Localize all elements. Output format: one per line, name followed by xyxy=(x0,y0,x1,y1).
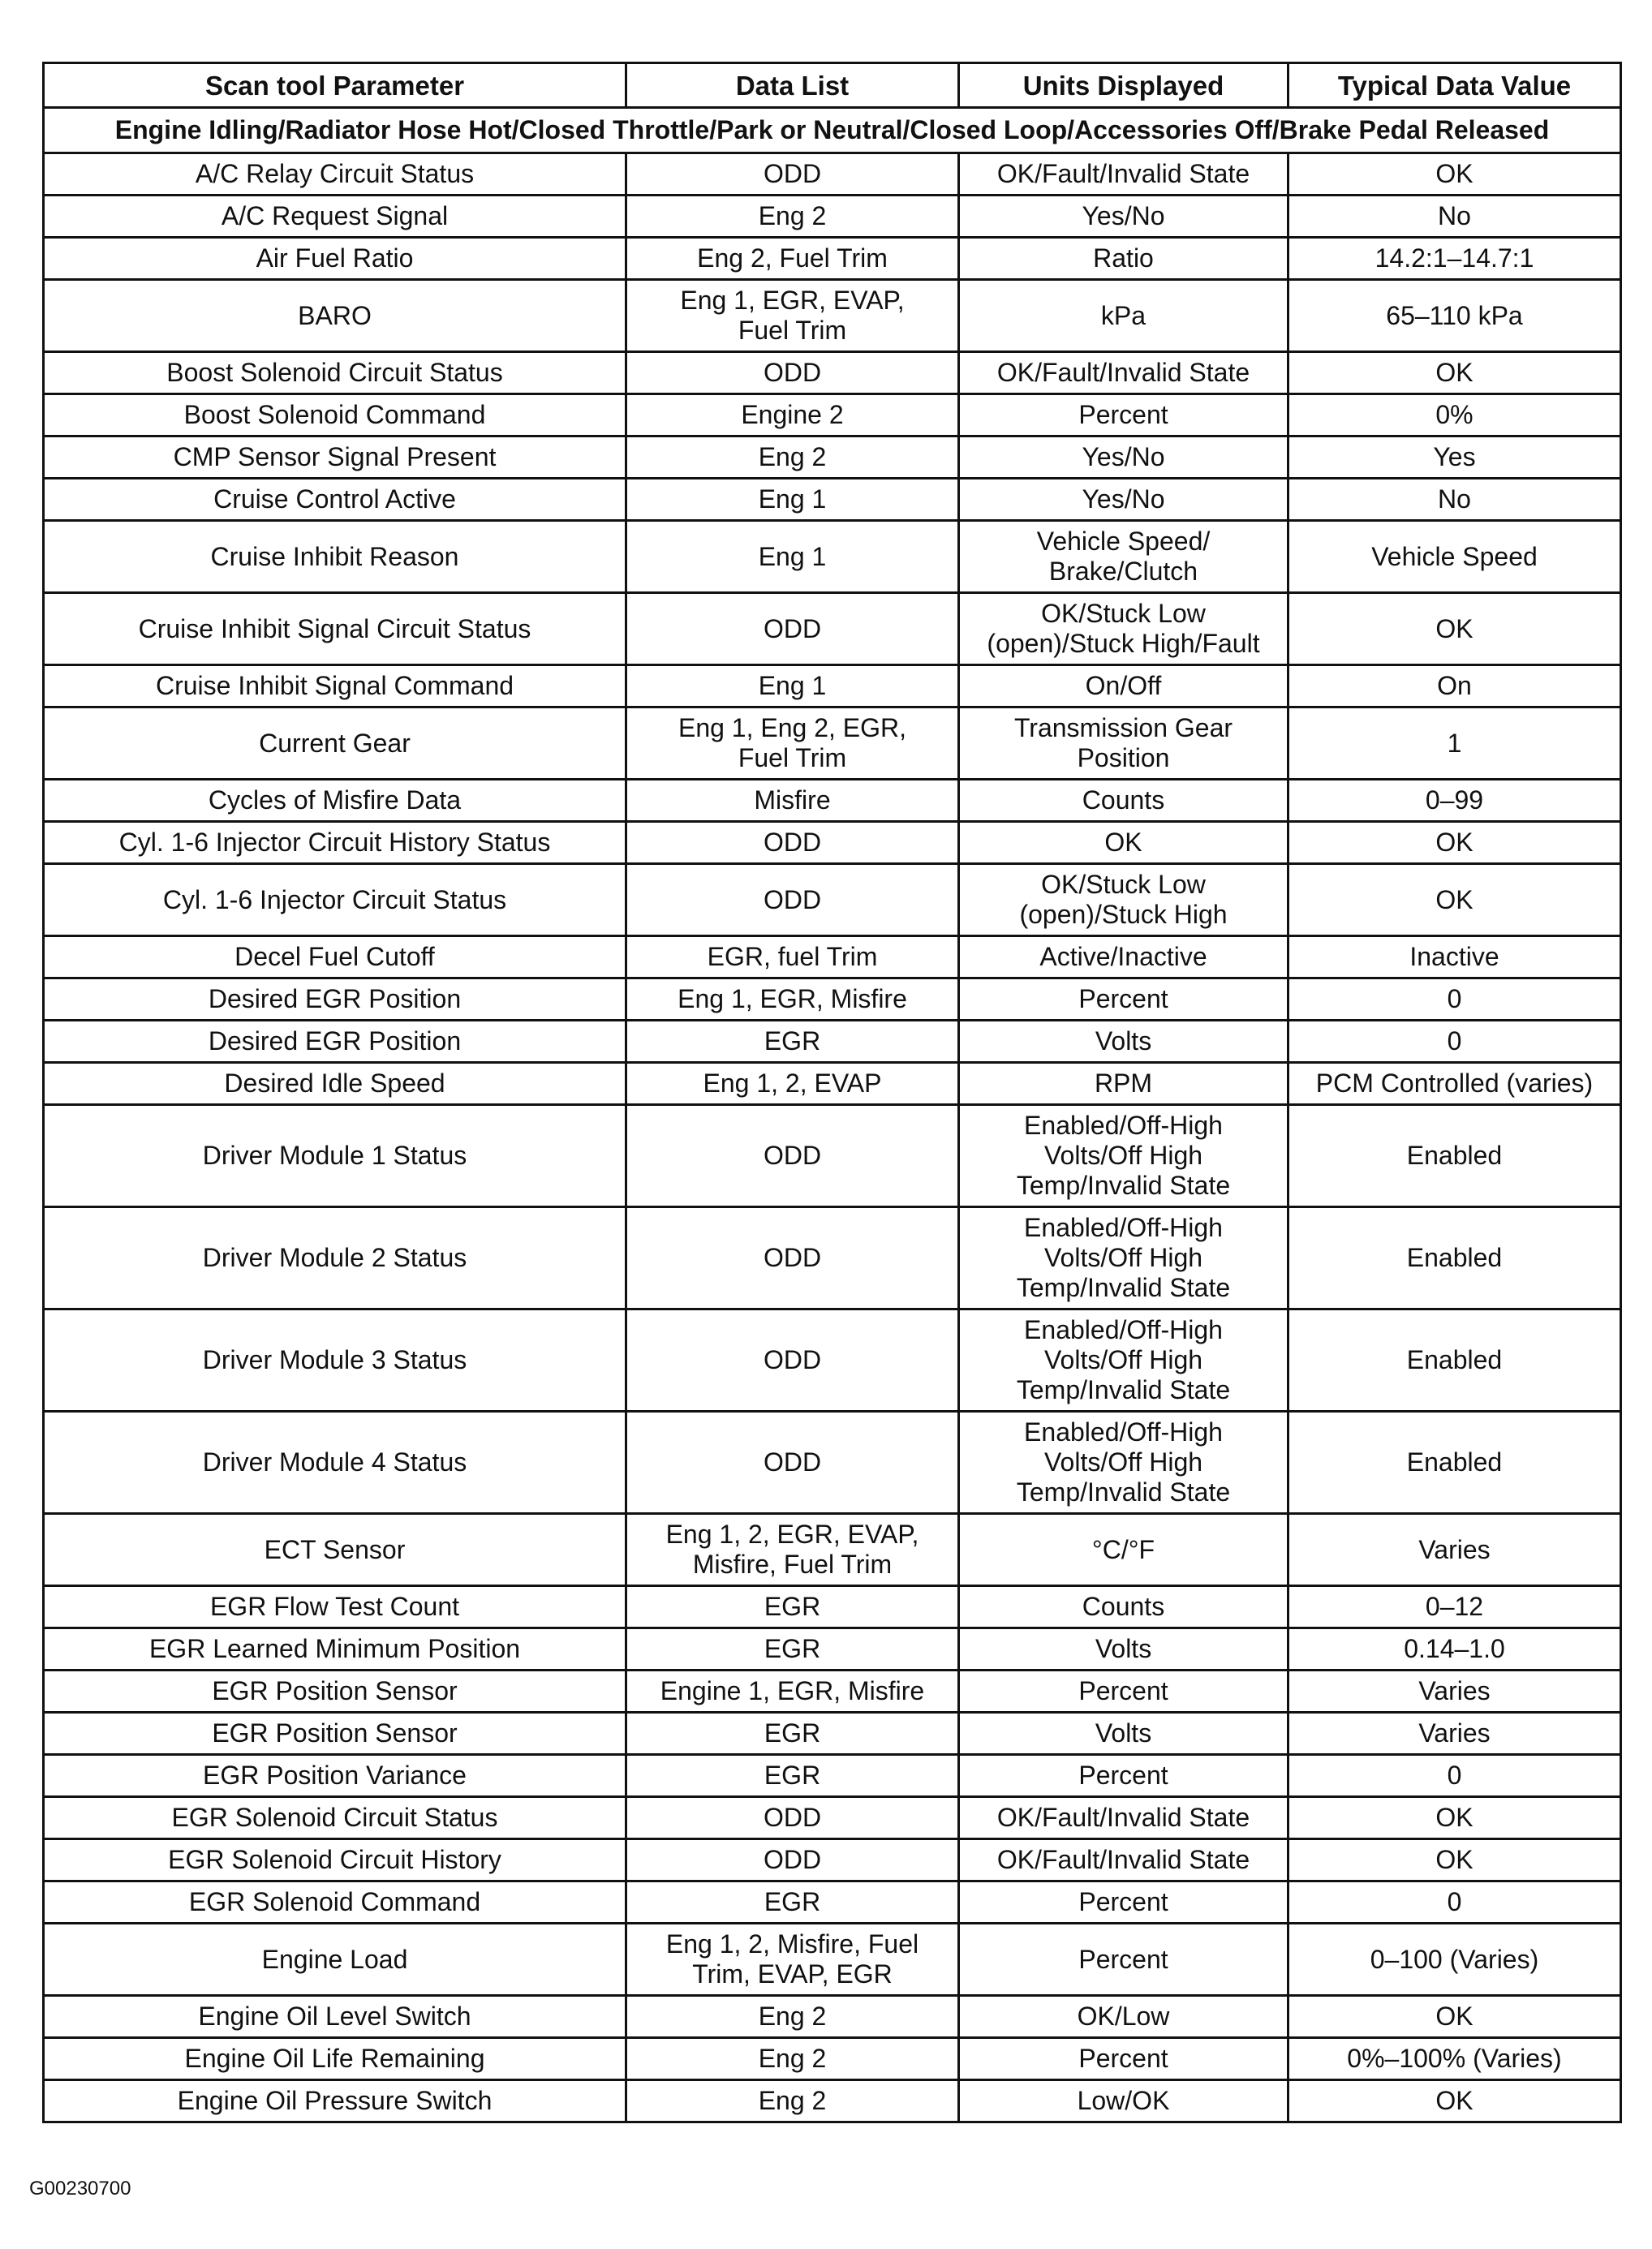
cell-parameter: CMP Sensor Signal Present xyxy=(44,436,626,479)
table-row xyxy=(44,1924,1621,1996)
cell-parameter: Cruise Control Active xyxy=(44,479,626,521)
cell-parameter: EGR Solenoid Command xyxy=(44,1881,626,1924)
cell-parameter: Cyl. 1-6 Injector Circuit History Status xyxy=(44,822,626,864)
cell-data-list: Engine 2 xyxy=(626,394,959,436)
cell-units: OK/Stuck Low (open)/Stuck High xyxy=(959,864,1288,936)
table-row xyxy=(44,822,1621,864)
table-row xyxy=(44,1412,1621,1514)
cell-parameter: A/C Relay Circuit Status xyxy=(44,153,626,196)
table-row xyxy=(44,780,1621,822)
cell-parameter: EGR Solenoid Circuit History xyxy=(44,1839,626,1881)
cell-data-list: ODD xyxy=(626,593,959,665)
cell-parameter: A/C Request Signal xyxy=(44,196,626,238)
cell-typical-value: Varies xyxy=(1288,1713,1621,1755)
cell-units: kPa xyxy=(959,280,1288,352)
cell-data-list: Eng 1, 2, Misfire, Fuel Trim, EVAP, EGR xyxy=(626,1924,959,1996)
cell-parameter: Cyl. 1-6 Injector Circuit Status xyxy=(44,864,626,936)
cell-data-list: Eng 2 xyxy=(626,2080,959,2122)
cell-typical-value: Varies xyxy=(1288,1671,1621,1713)
table-row xyxy=(44,864,1621,936)
table-row xyxy=(44,1839,1621,1881)
header-typical-data-value: Typical Data Value xyxy=(1288,63,1621,108)
cell-typical-value: 65–110 kPa xyxy=(1288,280,1621,352)
cell-units: Percent xyxy=(959,2038,1288,2080)
cell-data-list: Eng 1 xyxy=(626,479,959,521)
table-row xyxy=(44,1755,1621,1797)
table-row xyxy=(44,521,1621,593)
table-row xyxy=(44,1797,1621,1839)
cell-units: Volts xyxy=(959,1628,1288,1671)
cell-data-list: Eng 1 xyxy=(626,521,959,593)
cell-typical-value: 14.2:1–14.7:1 xyxy=(1288,238,1621,280)
table-row xyxy=(44,394,1621,436)
cell-typical-value: OK xyxy=(1288,352,1621,394)
cell-data-list: Eng 2 xyxy=(626,2038,959,2080)
cell-typical-value: Vehicle Speed xyxy=(1288,521,1621,593)
figure-id: G00230700 xyxy=(29,2178,131,2200)
cell-units: Yes/No xyxy=(959,436,1288,479)
cell-typical-value: 0% xyxy=(1288,394,1621,436)
scan-tool-data-sheet xyxy=(42,62,1620,2123)
cell-units: OK xyxy=(959,822,1288,864)
cell-units: On/Off xyxy=(959,665,1288,707)
cell-units: RPM xyxy=(959,1063,1288,1105)
cell-typical-value: 0 xyxy=(1288,1021,1621,1063)
cell-data-list: ODD xyxy=(626,864,959,936)
table-row xyxy=(44,436,1621,479)
cell-typical-value: Inactive xyxy=(1288,936,1621,978)
cell-units: Ratio xyxy=(959,238,1288,280)
table-row xyxy=(44,1881,1621,1924)
cell-data-list: EGR xyxy=(626,1021,959,1063)
cell-data-list: ODD xyxy=(626,1412,959,1514)
cell-data-list: ODD xyxy=(626,1207,959,1309)
test-condition-row xyxy=(44,108,1621,153)
cell-data-list: ODD xyxy=(626,1797,959,1839)
table-row xyxy=(44,1105,1621,1207)
table-row xyxy=(44,479,1621,521)
cell-units: °C/°F xyxy=(959,1514,1288,1586)
cell-typical-value: PCM Controlled (varies) xyxy=(1288,1063,1621,1105)
cell-typical-value: Enabled xyxy=(1288,1105,1621,1207)
cell-units: Yes/No xyxy=(959,196,1288,238)
cell-units: Volts xyxy=(959,1021,1288,1063)
cell-units: OK/Stuck Low (open)/Stuck High/Fault xyxy=(959,593,1288,665)
cell-parameter: Decel Fuel Cutoff xyxy=(44,936,626,978)
cell-data-list: Eng 1 xyxy=(626,665,959,707)
cell-parameter: Boost Solenoid Command xyxy=(44,394,626,436)
cell-units: Yes/No xyxy=(959,479,1288,521)
cell-typical-value: OK xyxy=(1288,822,1621,864)
cell-typical-value: 0%–100% (Varies) xyxy=(1288,2038,1621,2080)
cell-units: Enabled/Off-High Volts/Off High Temp/Invalid State xyxy=(959,1105,1288,1207)
cell-data-list: Eng 2 xyxy=(626,436,959,479)
cell-parameter: Driver Module 1 Status xyxy=(44,1105,626,1207)
header-units-displayed: Units Displayed xyxy=(959,63,1288,108)
cell-parameter: EGR Flow Test Count xyxy=(44,1586,626,1628)
cell-typical-value: OK xyxy=(1288,1839,1621,1881)
table-row xyxy=(44,153,1621,196)
cell-data-list: ODD xyxy=(626,352,959,394)
cell-units: OK/Low xyxy=(959,1996,1288,2038)
table-row xyxy=(44,1586,1621,1628)
cell-typical-value: 0 xyxy=(1288,1881,1621,1924)
table-row xyxy=(44,1671,1621,1713)
cell-units: Transmission Gear Position xyxy=(959,707,1288,780)
cell-data-list: EGR xyxy=(626,1713,959,1755)
header-scan-tool-parameter: Scan tool Parameter xyxy=(44,63,626,108)
cell-parameter: Engine Oil Pressure Switch xyxy=(44,2080,626,2122)
cell-typical-value: OK xyxy=(1288,153,1621,196)
cell-units: Vehicle Speed/ Brake/Clutch xyxy=(959,521,1288,593)
table-row xyxy=(44,2080,1621,2122)
cell-parameter: Cruise Inhibit Reason xyxy=(44,521,626,593)
cell-typical-value: 0–100 (Varies) xyxy=(1288,1924,1621,1996)
cell-typical-value: OK xyxy=(1288,1996,1621,2038)
table-body xyxy=(44,108,1621,2122)
table-row xyxy=(44,593,1621,665)
cell-parameter: Current Gear xyxy=(44,707,626,780)
cell-parameter: Engine Load xyxy=(44,1924,626,1996)
cell-data-list: EGR xyxy=(626,1881,959,1924)
cell-typical-value: OK xyxy=(1288,864,1621,936)
cell-data-list: EGR xyxy=(626,1628,959,1671)
cell-parameter: Cruise Inhibit Signal Circuit Status xyxy=(44,593,626,665)
cell-parameter: Cycles of Misfire Data xyxy=(44,780,626,822)
cell-data-list: ODD xyxy=(626,153,959,196)
cell-units: Percent xyxy=(959,1924,1288,1996)
cell-parameter: ECT Sensor xyxy=(44,1514,626,1586)
table-row xyxy=(44,978,1621,1021)
cell-data-list: ODD xyxy=(626,1105,959,1207)
cell-typical-value: 0.14–1.0 xyxy=(1288,1628,1621,1671)
scan-tool-data-table xyxy=(42,62,1622,2123)
cell-parameter: Driver Module 2 Status xyxy=(44,1207,626,1309)
cell-parameter: Driver Module 3 Status xyxy=(44,1309,626,1412)
cell-parameter: Driver Module 4 Status xyxy=(44,1412,626,1514)
cell-units: Counts xyxy=(959,780,1288,822)
cell-typical-value: OK xyxy=(1288,593,1621,665)
cell-parameter: EGR Solenoid Circuit Status xyxy=(44,1797,626,1839)
cell-units: Low/OK xyxy=(959,2080,1288,2122)
test-condition: Engine Idling/Radiator Hose Hot/Closed Throttle/Park or Neutral/Closed Loop/Accessories Off/Brake Pedal Released xyxy=(44,108,1621,153)
cell-units: Percent xyxy=(959,1671,1288,1713)
cell-parameter: Boost Solenoid Circuit Status xyxy=(44,352,626,394)
cell-data-list: EGR xyxy=(626,1586,959,1628)
table-row xyxy=(44,707,1621,780)
cell-typical-value: 0–12 xyxy=(1288,1586,1621,1628)
cell-parameter: BARO xyxy=(44,280,626,352)
table-row xyxy=(44,1514,1621,1586)
cell-data-list: EGR, fuel Trim xyxy=(626,936,959,978)
cell-data-list: Eng 2, Fuel Trim xyxy=(626,238,959,280)
cell-parameter: Desired EGR Position xyxy=(44,978,626,1021)
cell-units: Counts xyxy=(959,1586,1288,1628)
cell-units: Enabled/Off-High Volts/Off High Temp/Invalid State xyxy=(959,1412,1288,1514)
cell-units: OK/Fault/Invalid State xyxy=(959,352,1288,394)
cell-parameter: EGR Learned Minimum Position xyxy=(44,1628,626,1671)
cell-units: OK/Fault/Invalid State xyxy=(959,1839,1288,1881)
table-row xyxy=(44,1309,1621,1412)
cell-parameter: Engine Oil Level Switch xyxy=(44,1996,626,2038)
cell-units: Volts xyxy=(959,1713,1288,1755)
cell-typical-value: 1 xyxy=(1288,707,1621,780)
table-row xyxy=(44,1713,1621,1755)
table-row xyxy=(44,238,1621,280)
header-row xyxy=(44,63,1621,108)
cell-parameter: Desired Idle Speed xyxy=(44,1063,626,1105)
cell-parameter: Air Fuel Ratio xyxy=(44,238,626,280)
cell-data-list: ODD xyxy=(626,1839,959,1881)
table-row xyxy=(44,665,1621,707)
table-row xyxy=(44,1021,1621,1063)
cell-parameter: EGR Position Sensor xyxy=(44,1713,626,1755)
cell-parameter: Cruise Inhibit Signal Command xyxy=(44,665,626,707)
cell-typical-value: 0 xyxy=(1288,1755,1621,1797)
cell-parameter: EGR Position Variance xyxy=(44,1755,626,1797)
cell-units: Percent xyxy=(959,978,1288,1021)
cell-data-list: Eng 1, EGR, EVAP, Fuel Trim xyxy=(626,280,959,352)
cell-typical-value: Enabled xyxy=(1288,1412,1621,1514)
cell-typical-value: Yes xyxy=(1288,436,1621,479)
cell-data-list: Eng 1, Eng 2, EGR, Fuel Trim xyxy=(626,707,959,780)
cell-units: Percent xyxy=(959,1755,1288,1797)
table-row xyxy=(44,352,1621,394)
cell-typical-value: 0 xyxy=(1288,978,1621,1021)
cell-data-list: Eng 2 xyxy=(626,1996,959,2038)
cell-data-list: EGR xyxy=(626,1755,959,1797)
cell-typical-value: No xyxy=(1288,196,1621,238)
cell-units: OK/Fault/Invalid State xyxy=(959,1797,1288,1839)
cell-units: Percent xyxy=(959,394,1288,436)
cell-typical-value: Varies xyxy=(1288,1514,1621,1586)
table-header xyxy=(44,63,1621,108)
cell-data-list: ODD xyxy=(626,822,959,864)
cell-units: Active/Inactive xyxy=(959,936,1288,978)
cell-parameter: Engine Oil Life Remaining xyxy=(44,2038,626,2080)
cell-data-list: Eng 1, 2, EGR, EVAP, Misfire, Fuel Trim xyxy=(626,1514,959,1586)
table-row xyxy=(44,1996,1621,2038)
cell-units: Enabled/Off-High Volts/Off High Temp/Invalid State xyxy=(959,1309,1288,1412)
cell-units: Enabled/Off-High Volts/Off High Temp/Invalid State xyxy=(959,1207,1288,1309)
cell-data-list: ODD xyxy=(626,1309,959,1412)
header-data-list: Data List xyxy=(626,63,959,108)
table-row xyxy=(44,936,1621,978)
cell-units: Percent xyxy=(959,1881,1288,1924)
cell-data-list: Eng 2 xyxy=(626,196,959,238)
cell-units: OK/Fault/Invalid State xyxy=(959,153,1288,196)
table-row xyxy=(44,1207,1621,1309)
cell-data-list: Eng 1, 2, EVAP xyxy=(626,1063,959,1105)
cell-typical-value: OK xyxy=(1288,1797,1621,1839)
cell-typical-value: On xyxy=(1288,665,1621,707)
cell-data-list: Misfire xyxy=(626,780,959,822)
cell-typical-value: Enabled xyxy=(1288,1207,1621,1309)
cell-parameter: Desired EGR Position xyxy=(44,1021,626,1063)
table-row xyxy=(44,196,1621,238)
table-row xyxy=(44,1063,1621,1105)
cell-parameter: EGR Position Sensor xyxy=(44,1671,626,1713)
cell-data-list: Engine 1, EGR, Misfire xyxy=(626,1671,959,1713)
cell-data-list: Eng 1, EGR, Misfire xyxy=(626,978,959,1021)
table-row xyxy=(44,2038,1621,2080)
table-row xyxy=(44,1628,1621,1671)
table-row xyxy=(44,280,1621,352)
cell-typical-value: OK xyxy=(1288,2080,1621,2122)
cell-typical-value: No xyxy=(1288,479,1621,521)
cell-typical-value: Enabled xyxy=(1288,1309,1621,1412)
cell-typical-value: 0–99 xyxy=(1288,780,1621,822)
